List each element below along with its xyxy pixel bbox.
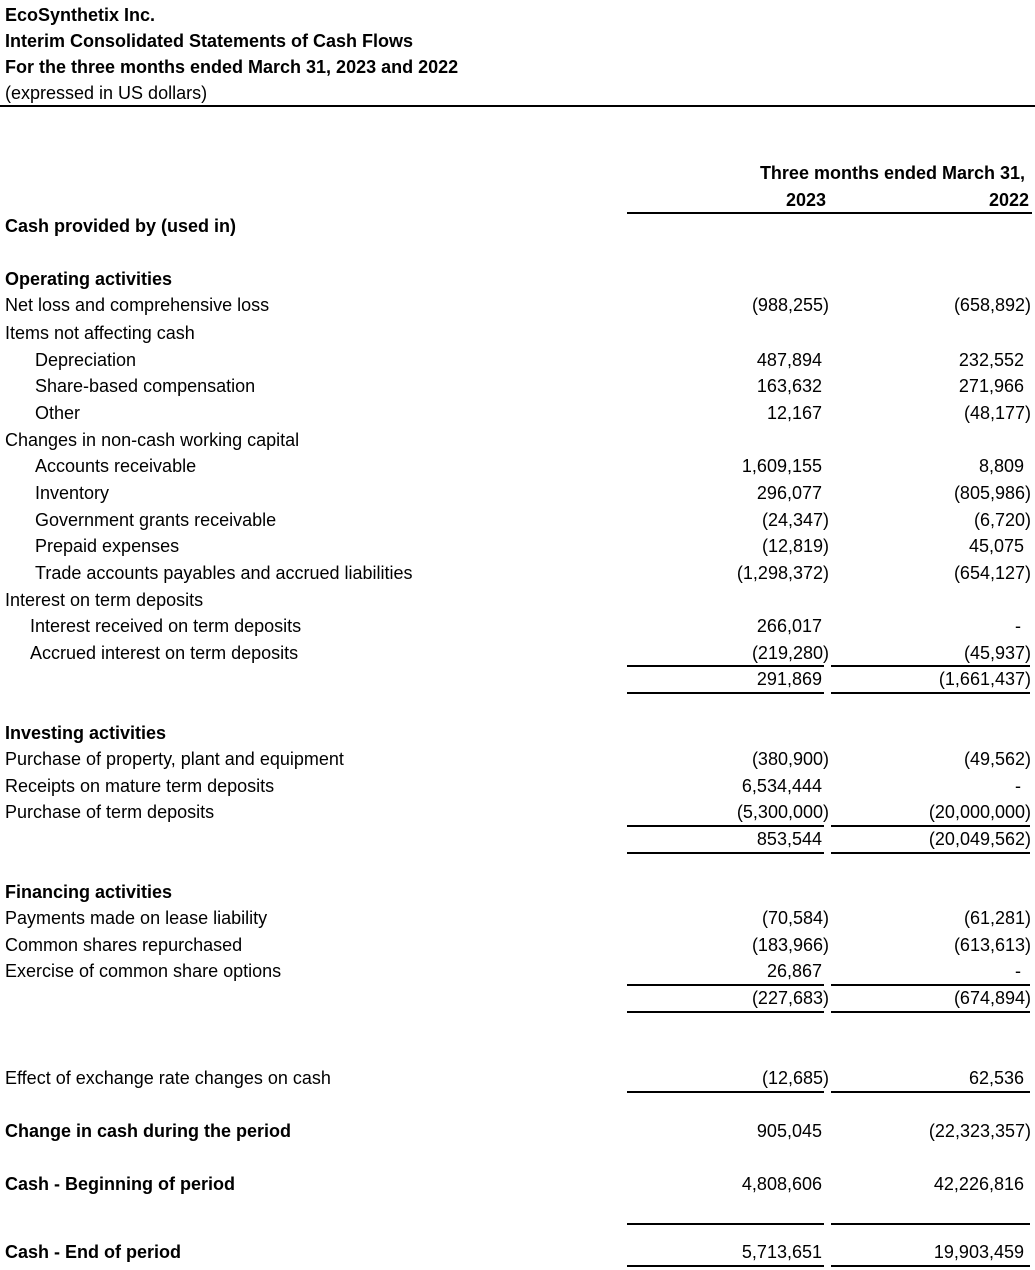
value-2023: 4,808,606 [741,1174,822,1194]
value-2023: 163,632 [756,376,822,396]
statement-row [0,453,1035,479]
row-label: Change in cash during the period [5,1121,292,1141]
operating-total-row [0,666,1035,692]
subtotal-rule [831,1223,1030,1225]
statement-row [0,507,1035,533]
value-2022: (613,613) [953,935,1031,955]
column-header-2023: 2023 [785,190,826,210]
cash-beginning-row [0,1171,1035,1197]
value-2022: (658,892) [953,295,1031,315]
value-2023: (1,298,372) [736,563,829,583]
value-2023: (219,280) [751,643,829,663]
value-2022: (20,000,000) [928,802,1031,822]
row-label: Inventory [35,483,110,503]
statement-period: For the three months ended March 31, 2023 and 2022 [5,57,459,77]
statement-row [0,932,1035,958]
total-rule [831,1011,1030,1013]
total-rule [627,692,824,694]
statement-row [0,905,1035,931]
company-name: EcoSynthetix Inc. [5,5,156,25]
subtotal-rule [627,1223,824,1225]
statement-row [0,560,1035,586]
subheading-row [0,587,1035,613]
row-label: Trade accounts payables and accrued liabilities [35,563,413,583]
value-2022: 8,809 [978,456,1024,476]
subheading-row [0,320,1035,346]
value-2023: 12,167 [766,403,822,423]
value-2023: (24,347) [761,510,829,530]
operating-heading-row [0,266,1035,292]
statement-row [0,746,1035,772]
value-2022: (805,986) [953,483,1031,503]
statement-row [0,347,1035,373]
value-2022: (45,937) [963,643,1031,663]
value-2023: 905,045 [756,1121,822,1141]
investing-total-2023: 853,544 [756,829,822,849]
value-2022: (22,323,357) [928,1121,1031,1141]
value-2022: (49,562) [963,749,1031,769]
row-label: Interest received on term deposits [30,616,302,636]
value-2023: 266,017 [756,616,822,636]
value-2022: - [1015,961,1021,981]
value-2023: (70,584) [761,908,829,928]
value-2022: 42,226,816 [933,1174,1024,1194]
value-2023: (12,819) [761,536,829,556]
value-2022: - [1015,616,1021,636]
financing-heading: Financing activities [5,882,173,902]
financing-heading-row [0,879,1035,905]
cash-end-row [0,1239,1035,1265]
value-2023: (12,685) [761,1068,829,1088]
value-2022: 19,903,459 [933,1242,1024,1262]
currency-note: (expressed in US dollars) [5,83,208,103]
subheading-row [0,427,1035,453]
fx-row [0,1065,1035,1091]
investing-heading: Investing activities [5,723,167,743]
value-2023: 1,609,155 [741,456,822,476]
row-label: Net loss and comprehensive loss [5,295,270,315]
row-label: Items not affecting cash [5,323,195,343]
value-2022: (6,720) [973,510,1031,530]
row-label: Purchase of term deposits [5,802,215,822]
double-total-rule [831,1265,1030,1267]
financing-total-2022: (674,894) [953,988,1031,1008]
total-rule [831,692,1030,694]
financing-total-2023: (227,683) [751,988,829,1008]
row-label: Payments made on lease liability [5,908,268,928]
row-label: Exercise of common share options [5,961,282,981]
investing-total-2022: (20,049,562) [928,829,1031,849]
value-2022: 271,966 [958,376,1024,396]
row-label: Accrued interest on term deposits [30,643,299,663]
statement-row [0,400,1035,426]
investing-heading-row [0,720,1035,746]
statement-row [0,613,1035,639]
subtotal-rule [831,1091,1030,1093]
statement-row [0,480,1035,506]
value-2023: (183,966) [751,935,829,955]
statement-row [0,799,1035,825]
statement-row [0,958,1035,984]
value-2023: 6,534,444 [741,776,822,796]
value-2023: (5,300,000) [736,802,829,822]
row-label: Common shares repurchased [5,935,243,955]
value-2022: (48,177) [963,403,1031,423]
total-rule [831,852,1030,854]
investing-total-row [0,826,1035,852]
row-label: Share-based compensation [35,376,256,396]
value-2023: 487,894 [756,350,822,370]
value-2023: 5,713,651 [741,1242,822,1262]
row-label: Purchase of property, plant and equipment [5,749,344,769]
value-2023: 296,077 [756,483,822,503]
header-rule [0,105,1035,107]
row-label: Cash - Beginning of period [5,1174,235,1194]
row-label: Cash - End of period [5,1242,182,1262]
statement-row [0,373,1035,399]
double-total-rule [627,1265,824,1267]
value-2022: 232,552 [958,350,1024,370]
value-2023: (988,255) [751,295,829,315]
value-2022: (654,127) [953,563,1031,583]
value-2022: 45,075 [968,536,1024,556]
row-label: Other [35,403,81,423]
row-label: Effect of exchange rate changes on cash [5,1068,331,1088]
statement-row [0,292,1035,318]
statement-row [0,533,1035,559]
total-rule [627,1011,824,1013]
statement-row [0,640,1035,666]
value-2023: (380,900) [751,749,829,769]
cash-provided-heading: Cash provided by (used in) [5,216,237,236]
total-rule [627,852,824,854]
value-2022: - [1015,776,1021,796]
row-label: Prepaid expenses [35,536,180,556]
statement-title: Interim Consolidated Statements of Cash Flows [5,31,414,51]
row-label: Government grants receivable [35,510,277,530]
row-label: Depreciation [35,350,137,370]
change-in-cash-row [0,1118,1035,1144]
row-label: Changes in non-cash working capital [5,430,300,450]
statement-row [0,773,1035,799]
financing-total-row [0,985,1035,1011]
value-2022: (61,281) [963,908,1031,928]
row-label: Receipts on mature term deposits [5,776,275,796]
value-2023: 26,867 [766,961,822,981]
operating-total-2022: (1,661,437) [938,669,1031,689]
row-label: Accounts receivable [35,456,197,476]
operating-total-2023: 291,869 [756,669,822,689]
operating-heading: Operating activities [5,269,173,289]
column-header-2022: 2022 [988,190,1029,210]
value-2022: 62,536 [968,1068,1024,1088]
cash-provided-heading-row [0,213,1035,239]
column-group-header: Three months ended March 31, [759,163,1025,183]
subtotal-rule [627,1091,824,1093]
row-label: Interest on term deposits [5,590,204,610]
